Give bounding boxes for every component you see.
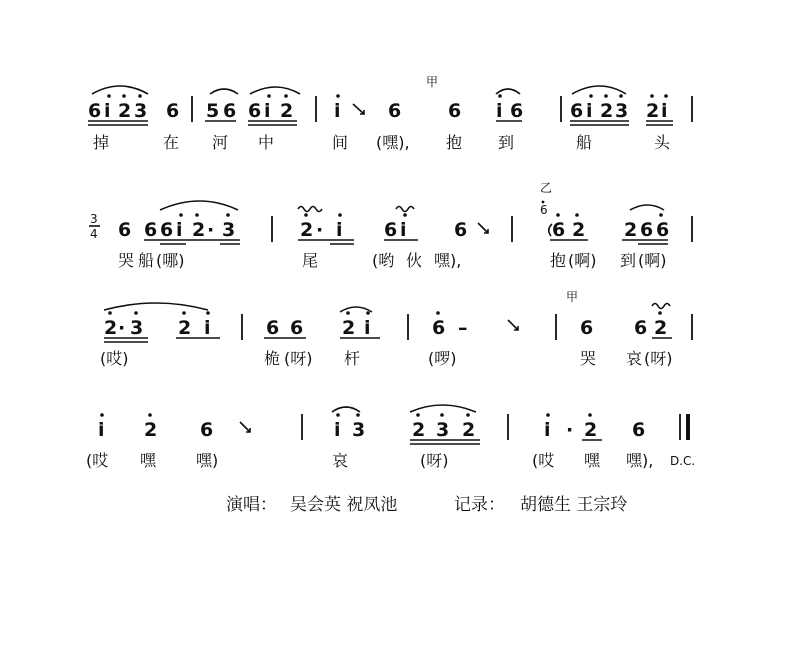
note: · <box>118 317 126 339</box>
octave-dot <box>338 213 342 217</box>
note: 6 <box>160 219 174 241</box>
recorders: 胡德生 王宗玲 <box>520 495 628 515</box>
note: 6 <box>388 100 402 122</box>
section-mark: 甲 <box>426 75 439 89</box>
note: i <box>204 317 211 339</box>
octave-dot <box>356 413 360 417</box>
slur <box>210 89 238 94</box>
octave-dot <box>403 213 407 217</box>
note: i <box>364 317 371 339</box>
lyric: 哭 <box>118 251 135 270</box>
lyric: 船 <box>138 251 155 270</box>
note: · <box>566 419 574 441</box>
note: 2 <box>104 317 118 339</box>
glide-mark <box>478 223 488 233</box>
system-2 <box>89 181 692 270</box>
note: 3 <box>130 317 144 339</box>
note: 2 <box>300 219 314 241</box>
octave-dot <box>107 94 111 98</box>
octave-dot <box>466 413 470 417</box>
note: 6 <box>570 100 584 122</box>
section-mark: 甲 <box>566 290 579 304</box>
octave-dot <box>346 311 350 315</box>
note: i <box>334 419 341 441</box>
octave-dot <box>226 213 230 217</box>
note: 2 <box>600 100 614 122</box>
note: 6 <box>200 419 214 441</box>
octave-dot <box>195 213 199 217</box>
note: 6 <box>384 219 398 241</box>
credits <box>226 495 627 515</box>
note: i <box>400 219 407 241</box>
note: 6 <box>223 100 237 122</box>
lyric: 哀 <box>332 451 349 470</box>
singers: 吴会英 祝凤池 <box>290 495 398 515</box>
note: 6 <box>510 100 524 122</box>
octave-dot <box>542 201 545 204</box>
lyric: 到 <box>498 133 515 152</box>
note: i <box>496 100 503 122</box>
lyric: 嘿), <box>626 451 654 470</box>
slur <box>496 89 520 94</box>
note: 6 <box>580 317 594 339</box>
lyric: 间 <box>332 133 349 152</box>
octave-dot <box>284 94 288 98</box>
octave-dot <box>659 213 663 217</box>
octave-dot <box>182 311 186 315</box>
slur <box>332 407 360 412</box>
lyric: (哪) <box>156 251 185 270</box>
note: 6 <box>432 317 446 339</box>
note: 2 <box>192 219 206 241</box>
octave-dot <box>664 94 668 98</box>
octave-dot <box>589 94 593 98</box>
note: 6 <box>632 419 646 441</box>
trill-mark <box>298 207 322 212</box>
slur <box>104 303 208 310</box>
lyric: 哭 <box>580 349 597 368</box>
octave-dot <box>436 311 440 315</box>
lyric: 嘿 <box>140 451 157 470</box>
note: 2 <box>462 419 476 441</box>
octave-dot <box>100 413 104 417</box>
octave-dot <box>556 213 560 217</box>
lyric: (哎 <box>532 451 555 470</box>
note: 6 <box>634 317 648 339</box>
lyric: (啊) <box>638 251 667 270</box>
trill-mark <box>652 304 670 309</box>
note: i <box>264 100 271 122</box>
slur <box>410 405 476 412</box>
octave-dot <box>366 311 370 315</box>
slur <box>250 87 300 94</box>
note: 6 <box>118 219 132 241</box>
octave-dot <box>588 413 592 417</box>
system-4 <box>86 405 695 470</box>
lyric: 杆 <box>344 349 361 368</box>
lyric: 嘿), <box>434 251 462 270</box>
note: 2 <box>646 100 660 122</box>
note: 2 <box>624 219 638 241</box>
lyric: (哟 <box>372 251 395 270</box>
lyric: 掉 <box>93 133 110 152</box>
octave-dot <box>134 311 138 315</box>
note: i <box>104 100 111 122</box>
note: · <box>207 219 215 241</box>
slur <box>92 86 148 94</box>
lyric: (哎) <box>100 349 129 368</box>
octave-dot <box>122 94 126 98</box>
note: 2 <box>412 419 426 441</box>
dc-mark: D.C. <box>670 454 696 468</box>
recorder-label: 记录： <box>454 495 505 515</box>
section-mark: 乙 <box>540 181 553 195</box>
lyric: 桅 <box>264 349 281 368</box>
note: 3 <box>222 219 236 241</box>
lyric: (嘿), <box>376 133 410 152</box>
note: i <box>334 100 341 122</box>
note: i <box>336 219 343 241</box>
grace-note: 6 <box>540 203 548 217</box>
lyric: 抱 <box>550 251 567 270</box>
note: 2 <box>144 419 158 441</box>
octave-dot <box>416 413 420 417</box>
note: 3 <box>352 419 366 441</box>
octave-dot <box>138 94 142 98</box>
note: 3 <box>436 419 450 441</box>
slur <box>160 201 238 210</box>
lyric: (呀) <box>284 349 313 368</box>
glide-mark <box>508 320 518 330</box>
trill-mark <box>396 207 414 212</box>
note: 2 <box>654 317 668 339</box>
note: 2 <box>118 100 132 122</box>
octave-dot <box>575 213 579 217</box>
octave-dot <box>179 213 183 217</box>
note: 6 <box>656 219 670 241</box>
lyric: 抱 <box>446 133 463 152</box>
octave-dot <box>658 311 662 315</box>
lyric: 嘿) <box>196 451 219 470</box>
lyric: 嘿 <box>584 451 601 470</box>
note: 6 <box>166 100 180 122</box>
note: 2 <box>280 100 294 122</box>
note: i <box>586 100 593 122</box>
octave-dot <box>206 311 210 315</box>
system-1 <box>88 75 692 152</box>
lyric: 船 <box>576 133 593 152</box>
lyric: (啰) <box>428 349 457 368</box>
system-3 <box>100 290 692 368</box>
lyric: (哎 <box>86 451 109 470</box>
lyric: 头 <box>654 133 671 152</box>
slur <box>630 205 664 210</box>
note: i <box>661 100 668 122</box>
octave-dot <box>650 94 654 98</box>
note: 2 <box>584 419 598 441</box>
lyric: (呀) <box>644 349 673 368</box>
lyric: 哀 <box>626 349 643 368</box>
note: · <box>316 219 324 241</box>
note: 6 <box>454 219 468 241</box>
lyric: 在 <box>163 133 180 152</box>
lyric: 尾 <box>302 251 319 270</box>
octave-dot <box>148 413 152 417</box>
singers-label: 演唱： <box>226 495 277 515</box>
note: 6 <box>552 219 566 241</box>
note: 6 <box>290 317 304 339</box>
note: i <box>544 419 551 441</box>
note: 2 <box>572 219 586 241</box>
lyric: 河 <box>212 133 229 152</box>
glide-mark <box>353 104 364 114</box>
octave-dot <box>440 413 444 417</box>
octave-dot <box>267 94 271 98</box>
note: 6 <box>248 100 262 122</box>
note: – <box>458 317 468 339</box>
time-signature-bottom: 4 <box>90 227 98 241</box>
note: 5 <box>206 100 220 122</box>
note: 6 <box>448 100 462 122</box>
note: i <box>98 419 105 441</box>
lyric: (呀) <box>420 451 449 470</box>
note: 2 <box>178 317 192 339</box>
lyric: 到 <box>620 251 637 270</box>
octave-dot <box>604 94 608 98</box>
note: 6 <box>88 100 102 122</box>
note: 3 <box>134 100 148 122</box>
lyric: 伙 <box>406 251 423 270</box>
note: 6 <box>144 219 158 241</box>
lyric: (啊) <box>568 251 597 270</box>
time-signature-top: 3 <box>90 212 98 226</box>
slur <box>340 307 372 312</box>
octave-dot <box>108 311 112 315</box>
lyric: 中 <box>258 133 275 152</box>
octave-dot <box>304 213 308 217</box>
octave-dot <box>619 94 623 98</box>
octave-dot <box>546 413 550 417</box>
note: 6 <box>640 219 654 241</box>
octave-dot <box>498 94 502 98</box>
glide-mark <box>240 422 250 432</box>
note: 6 <box>266 317 280 339</box>
octave-dot <box>336 413 340 417</box>
octave-dot <box>336 94 340 98</box>
slur <box>572 86 626 94</box>
note: 2 <box>342 317 356 339</box>
note: i <box>176 219 183 241</box>
note: 3 <box>615 100 629 122</box>
